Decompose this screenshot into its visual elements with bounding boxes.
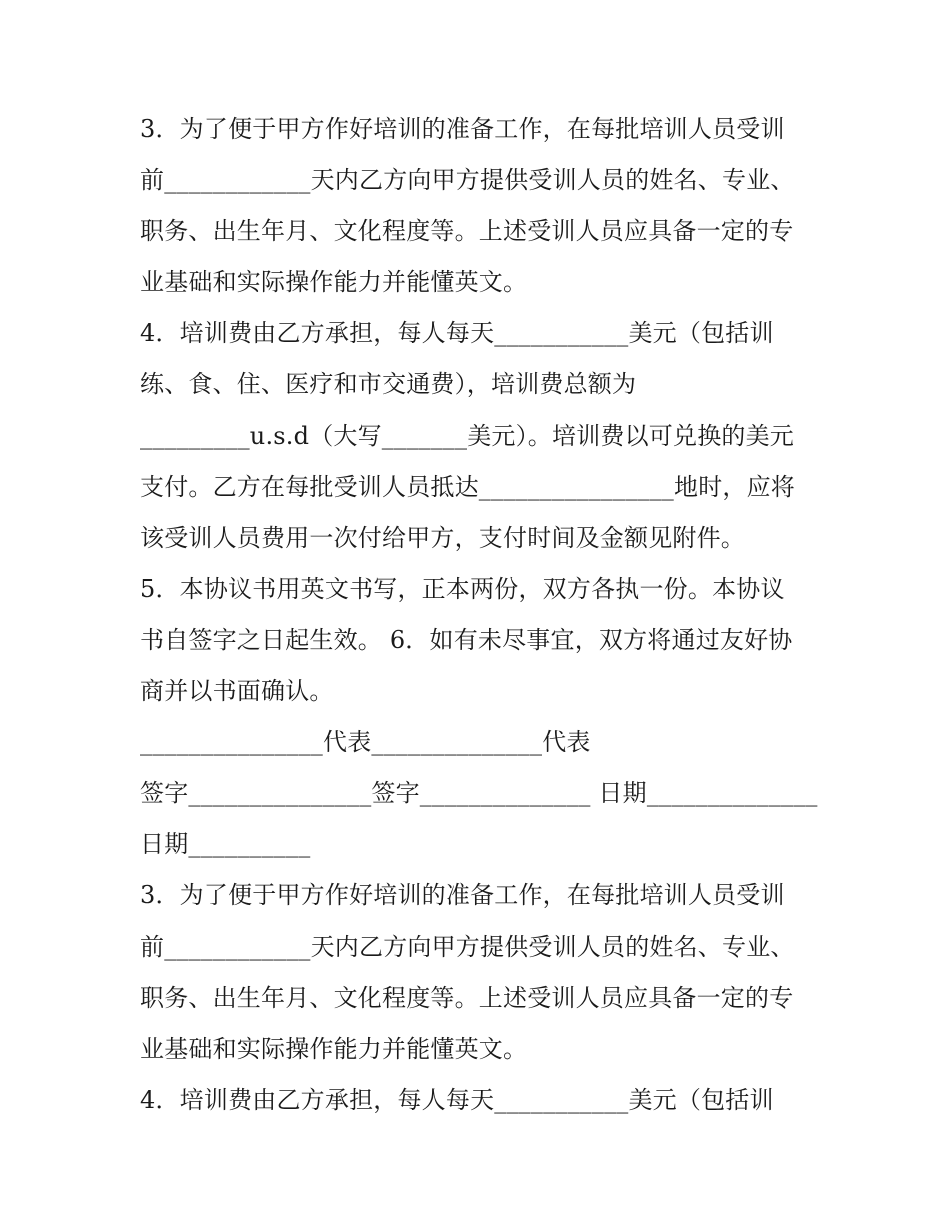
clause-3-line-4: 业基础和实际操作能力并能懂英文。 [140, 268, 528, 297]
clause-5-line-1: 5．本协议书用英文书写，正本两份，双方各执一份。本协议 [140, 574, 785, 603]
repeat-clause-3-line-2: 前____________天内乙方向甲方提供受训人员的姓名、专业、 [140, 932, 795, 961]
repeat-clause-3-line-1: 3．为了便于甲方作好培训的准备工作，在每批培训人员受训 [140, 881, 785, 910]
repeat-clause-4-line-1: 4．培训费由乙方承担，每人每天___________美元（包括训 [140, 1085, 774, 1114]
clause-4-line-5: 该受训人员费用一次付给甲方，支付时间及金额见附件。 [140, 523, 745, 552]
clause-4-line-2: 练、食、住、医疗和市交通费），培训费总额为 [140, 370, 637, 399]
repeat-clause-3-line-4: 业基础和实际操作能力并能懂英文。 [140, 1034, 528, 1063]
signature-date-line: 签字_______________签字______________ 日期______________ [140, 779, 818, 808]
clause-3-line-3: 职务、出生年月、文化程度等。上述受训人员应具备一定的专 [140, 217, 794, 246]
clause-4-line-1: 4．培训费由乙方承担，每人每天___________美元（包括训 [140, 319, 774, 348]
document-body [140, 104, 820, 1126]
clause-3-line-2: 前____________天内乙方向甲方提供受训人员的姓名、专业、 [140, 166, 795, 195]
clause-3-line-1: 3．为了便于甲方作好培训的准备工作，在每批培训人员受训 [140, 115, 785, 143]
date-line: 日期__________ [140, 830, 311, 859]
representative-line: _______________代表______________代表 [140, 728, 591, 757]
clause-4-line-4: 支付。乙方在每批受训人员抵达________________地时，应将 [140, 472, 795, 501]
clause-6-line-3: 商并以书面确认。 [140, 677, 334, 706]
clause-5-6-line-2: 书自签字之日起生效。 6．如有未尽事宜，双方将通过友好协 [140, 625, 793, 654]
repeat-clause-3-line-3: 职务、出生年月、文化程度等。上述受训人员应具备一定的专 [140, 983, 794, 1012]
clause-4-line-3: _________u.s.d（大写_______美元）。培训费以可兑换的美元 [140, 421, 794, 450]
